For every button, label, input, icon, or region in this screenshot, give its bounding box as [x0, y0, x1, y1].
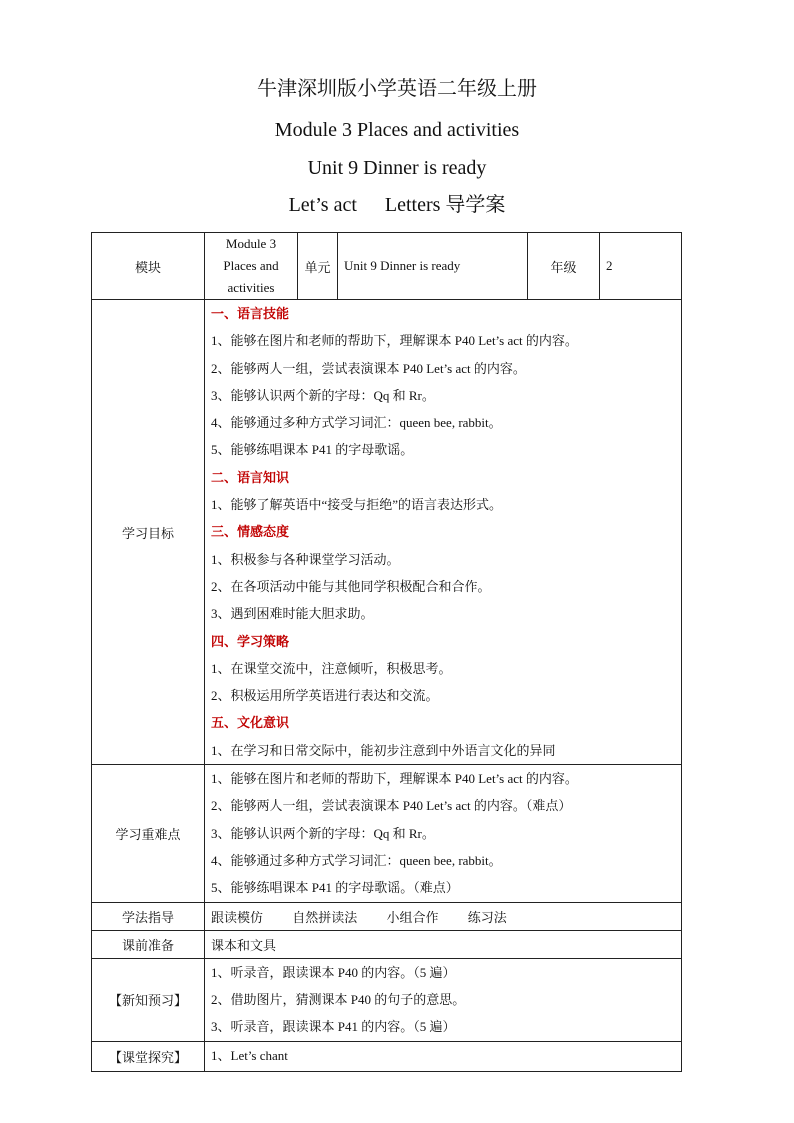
- prep-value: 课本和文具: [205, 930, 682, 958]
- list-item: 2、借助图片，猜测课本 P40 的句子的意思。: [211, 991, 466, 1007]
- method-content: [205, 902, 682, 930]
- method-label: 学法指导: [92, 902, 205, 930]
- preview-row: [92, 958, 682, 1041]
- preview-label: 【新知预习】: [92, 958, 205, 1041]
- doc-title-lesson: [0, 193, 794, 217]
- method-item: 自然拼读法: [292, 909, 358, 925]
- prep-label: 课前准备: [92, 930, 205, 958]
- prep-row: [92, 930, 682, 958]
- key-points-label: 学习重难点: [92, 765, 205, 902]
- section-heading: 五、文化意识: [211, 715, 290, 731]
- goals-row: [92, 300, 682, 765]
- section-heading: 四、学习策略: [211, 633, 290, 649]
- header-row: [92, 233, 682, 300]
- grade-label: 年级: [528, 233, 600, 300]
- list-item: 5、能够练唱课本 P41 的字母歌谣。（难点）: [211, 880, 459, 896]
- list-item: 1、能够在图片和老师的帮助下，理解课本 P40 Let’s act 的内容。: [211, 771, 578, 787]
- doc-title-unit: Unit 9 Dinner is ready: [307, 157, 487, 179]
- goals-content: [205, 300, 682, 765]
- list-item: 4、能够通过多种方式学习词汇：queen bee, rabbit。: [211, 852, 502, 868]
- list-item: 3、能够认识两个新的字母：Qq 和 Rr。: [211, 825, 435, 841]
- list-item: 2、在各项活动中能与其他同学积极配合和合作。: [211, 578, 491, 594]
- lesson-part-letters: Letters 导学案: [384, 194, 506, 216]
- list-item: 1、在学习和日常交际中，能初步注意到中外语言文化的异同: [211, 742, 556, 758]
- list-item: 2、能够两人一组，尝试表演课本 P40 Let’s act 的内容。（难点）: [211, 798, 572, 814]
- explore-value: 1、Let’s chant: [211, 1048, 288, 1064]
- list-item: 1、能够在图片和老师的帮助下，理解课本 P40 Let’s act 的内容。: [211, 333, 578, 349]
- method-row: [92, 902, 682, 930]
- grade-value: 2: [600, 233, 682, 300]
- explore-row: [92, 1041, 682, 1071]
- lesson-plan-table: [91, 232, 682, 1072]
- doc-title-module: Module 3 Places and activities: [274, 119, 520, 141]
- goals-label: 学习目标: [92, 300, 205, 765]
- method-item: 小组合作: [386, 909, 439, 925]
- list-item: 5、能够练唱课本 P41 的字母歌谣。: [211, 442, 414, 458]
- list-item: 3、遇到困难时能大胆求助。: [211, 606, 374, 622]
- lesson-part-act: Let’s act: [288, 194, 357, 216]
- list-item: 1、能够了解英语中“接受与拒绝”的语言表达形式。: [211, 497, 503, 513]
- explore-label: 【课堂探究】: [92, 1041, 205, 1071]
- doc-title-chinese: 牛津深圳版小学英语二年级上册: [257, 78, 537, 100]
- unit-label: 单元: [298, 233, 338, 300]
- module-value: Module 3 Places and activities: [205, 233, 298, 300]
- list-item: 3、能够认识两个新的字母：Qq 和 Rr。: [211, 387, 435, 403]
- module-label: 模块: [92, 233, 205, 300]
- list-item: 4、能够通过多种方式学习词汇：queen bee, rabbit。: [211, 415, 502, 431]
- key-points-content: [205, 765, 682, 902]
- section-heading: 一、语言技能: [211, 306, 290, 321]
- explore-content: [205, 1041, 682, 1071]
- method-item: 练习法: [467, 909, 507, 925]
- list-item: 1、积极参与各种课堂学习活动。: [211, 551, 400, 567]
- section-heading: 三、情感态度: [211, 524, 290, 540]
- method-item: 跟读模仿: [211, 909, 264, 925]
- list-item: 3、听录音，跟读课本 P41 的内容。（5 遍）: [211, 1019, 456, 1035]
- list-item: 2、积极运用所学英语进行表达和交流。: [211, 688, 439, 704]
- list-item: 2、能够两人一组，尝试表演课本 P40 Let’s act 的内容。: [211, 360, 526, 376]
- unit-value: Unit 9 Dinner is ready: [338, 233, 528, 300]
- preview-content: [205, 958, 682, 1041]
- list-item: 1、听录音，跟读课本 P40 的内容。（5 遍）: [211, 964, 456, 980]
- list-item: 1、在课堂交流中，注意倾听，积极思考。: [211, 660, 452, 676]
- key-points-row: [92, 765, 682, 902]
- section-heading: 二、语言知识: [211, 469, 290, 485]
